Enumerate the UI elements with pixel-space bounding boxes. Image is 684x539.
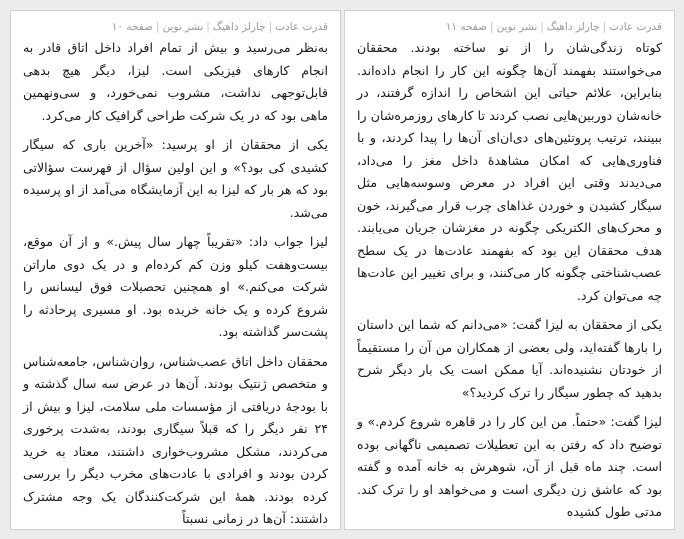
header-publisher: نشر نوین: [496, 21, 538, 33]
header-separator: |: [156, 21, 160, 33]
right-page: [344, 10, 675, 530]
header-separator: |: [490, 21, 494, 33]
header-page-number: صفحه ۱۱: [445, 21, 488, 33]
page-header: [345, 11, 674, 35]
header-author: چارلز داهیگ: [546, 21, 600, 33]
paragraph: به‌نظر می‌رسید و بیش از تمام افراد داخل اتاق قادر به انجام کارهای فیزیکی است. لیزا، دیگر هیچ بدهی قابل‌توجهی نداشت، مشروب نمی‌خورد، و سی‌ونهمین ماهی بود که در یک شرکت طراحی گرافیک کار می‌کرد.: [23, 40, 328, 123]
header-publisher: نشر نوین: [162, 21, 204, 33]
header-separator: |: [268, 21, 273, 33]
header-separator: |: [602, 21, 607, 33]
page-header: [11, 11, 340, 35]
left-page: [10, 10, 341, 530]
header-book-title: قدرت عادت: [275, 21, 328, 33]
header-separator: |: [540, 21, 544, 33]
header-page-number: صفحه ۱۰: [111, 21, 154, 33]
paragraph: لیزا جواب داد: «تقریباً چهار سال پیش.» و از آن موقع، بیست‌وهفت کیلو وزن کم کرده‌ام و در یک دوی ماراتن شرکت می‌کنم.» او همچنین تحصیلات فوق لیسانس را شروع کرده و یک خانه خریده بود. او مسیری پرحادثه را پشت‌سر گذاشته بود.: [23, 234, 328, 339]
header-book-title: قدرت عادت: [609, 21, 662, 33]
header-author: چارلز داهیگ: [212, 21, 266, 33]
page-body: [345, 35, 674, 524]
paragraph: یکی از محققان به لیزا گفت: «می‌دانم که شما این داستان را بارها گفته‌اید، ولی بعضی از همکاران من آن را مستقیماً از خودتان نشنیده‌اند. آیا ممکن است یک بار دیگر شرح بدهید که چطور سیگار را ترک کردید؟»: [357, 317, 662, 400]
header-separator: |: [206, 21, 210, 33]
paragraph: محققان داخل اتاق عصب‌شناس، روان‌شناس، جامعه‌شناس و متخصص ژنتیک بودند. آن‌ها در عرض سه سال گذشته و با بودجهٔ دریافتی از مؤسسات ملی سلامت، لیزا و بیش از ۲۴ نفر دیگر را که قبلاً سیگاری بودند، به‌شدت پرخوری می‌کردند، مشکل مشروب‌خواری داشتند، معتاد به خرید کردن بودند و افرادی با عادت‌های مخرب دیگر را بررسی کرده بودند. همهٔ این شرکت‌کنندگان یک وجه مشترک داشتند: آن‌ها در زمانی نسبتاً: [23, 353, 328, 526]
paragraph: کوتاه زندگی‌شان را از نو ساخته بودند. محققان می‌خواستند بفهمند آن‌ها چگونه این کار را انجام داده‌اند. بنابراین، علائم حیاتی این اشخاص را اندازه گرفتند، در خانه‌شان دوربین‌هایی نصب کردند تا کارهای روزمره‌شان را ببینند، ترتیب پروتئین‌های دی‌ان‌ای آن‌ها را پیدا کردند، و با فناوری‌هایی که امکان مشاهدهٔ داخل مغز را می‌داد، می‌دیدند وقتی این افراد در معرض وسوسه‌هایی مثل سیگار کشیدن و خوردن غذاهای چرب قرار می‌گیرند، خون و محرک‌های الکتریکی چگونه در مغزشان جریان می‌یابند. هدف محققان این بود که بفهمند عادت‌ها در یک سطح عصب‌شناختی چگونه کار می‌کنند، و برای تغییر این عادت‌ها چه می‌توان کرد.: [357, 40, 662, 303]
paragraph: لیزا گفت: «حتماً. من این کار را در قاهره شروع کردم.» و توضیح داد که رفتن به این تعطیلات تصمیمی ناگهانی بوده است. چند ماه قبل از آن، شوهرش به خانه آمده و گفته بود که عاشق زن دیگری است و می‌خواهد او را ترک کند. مدتی طول کشیده: [357, 414, 662, 519]
page-body: [11, 35, 340, 530]
paragraph: یکی از محققان از او پرسید: «آخرین باری که سیگار کشیدی کی بود؟» و این اولین سؤال از فهرست سؤالاتی بود که هر بار که لیزا به این آزمایشگاه می‌آمد از او پرسیده می‌شد.: [23, 137, 328, 220]
